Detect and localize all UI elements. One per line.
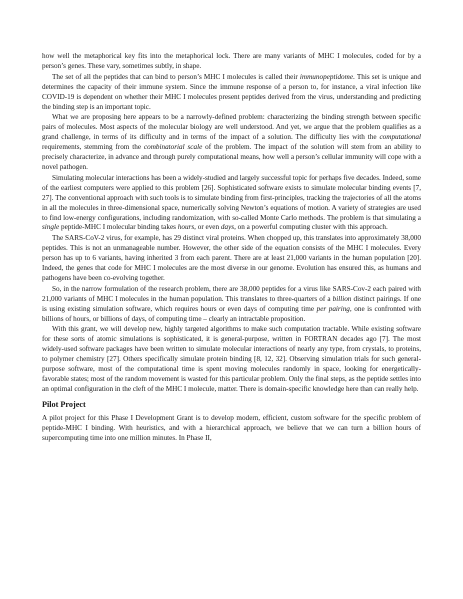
emphasis-text: per pairing xyxy=(316,304,350,313)
section-heading: Pilot Project xyxy=(42,399,86,409)
body-text xyxy=(42,52,421,395)
text-segment: peptide-MHC I molecular binding takes xyxy=(59,223,178,232)
emphasis-text: billion xyxy=(332,294,352,303)
emphasis-text: computational xyxy=(379,133,421,142)
text-segment: distinct pairings. If one is using existing simulation software, which requires hours or even days of computing time xyxy=(42,294,422,313)
text-segment: , or even xyxy=(194,223,221,232)
text-segment: The SARS-CoV-2 virus, for example, has 29 distinct viral proteins. When chopped up, this translates into approximately 38,000 peptides. This is not an unmanageable number. However, the other side of the equation consists of the MHC I molecules. Every person has up to 6 variants, having inherited 3 from each parent. There are at least 21,000 variants in the human population [20]. Indeed, the genes that code for MHC I molecules are the most diverse in our genome. Evolution has ensured this, as humans and pathogens have been co-evolving together. xyxy=(42,234,421,282)
emphasis-text: single xyxy=(42,223,60,232)
text-segment: Simulating molecular interactions has been a widely-studied and largely successful topic for perhaps five decades. Indeed, some of the earliest computers were applied to this problem [26]. Sophisticated software exists to simulate molecular binding events [7, 27]. The conventional approach with such tools is to simulate binding from first-principles, tracking the trajectories of all the atoms in all the molecules in three-dimensional space, numerically solving Newton’s equations of motion. A variety of strategies are used to find low-energy configurations, including randomization, with so-called Monte Carlo methods. The problem is that simulating a xyxy=(42,173,421,222)
paragraph xyxy=(42,73,421,113)
paragraph xyxy=(42,113,421,172)
text-segment: . This set is unique and determines the capacity of their immune system. Since the immune response of a person to, for instance, a viral infection like COVID-19 is dependent on whether their MHC I molecules present peptides derived from the virus, understanding and predicting the binding step is an important topic. xyxy=(42,72,422,111)
text-segment: With this grant, we will develop new, highly targeted algorithms to make such computation tractable. While existing software for these sorts of atomic simulations is sophisticated, it is general-purpose, written in FORTRAN decades ago [7]. The most widely-used software packages have been written to simulate molecular interactions of nearly any type, from crystals, to proteins, to polymer chemistry [27]. Others specifically simulate protein binding [8, 12, 32]. Observing simulation trials for such general-purpose software, most of the computational time is spent moving molecules randomly in space, looking for energetically-favorable states; most of the random movement is wasted for this particular problem. Only the final steps, as the peptide settles into an optimal configuration in the cleft of the MHC I molecule, matter. There is domain-specific knowledge here than can really help. xyxy=(42,325,421,393)
text-segment: , one is confronted with billions of hours, or billions of days, of computing time – clearly an intractable proposition. xyxy=(42,304,421,323)
emphasis-text: hours xyxy=(177,223,195,232)
paragraph xyxy=(42,285,421,325)
text-segment: how well the metaphorical key fits into the metaphorical lock. There are many variants of MHC I molecules, coded for by a person’s genes. These vary, sometimes subtly, in shape. xyxy=(42,52,421,70)
text-segment: requirements, stemming from the xyxy=(42,143,144,152)
emphasis-text: combinatorial scale xyxy=(143,143,203,152)
text-segment: , on a powerful computing cluster with this approach. xyxy=(234,223,388,232)
paragraph xyxy=(42,174,421,233)
text-segment: What we are proposing here appears to be a narrowly-defined problem: characterizing the binding strength between specific pairs of molecules. Most aspects of the molecular biology are well understood. And yet, we argue that the problem qualifies as a grand challenge, in terms of its difficulty and in terms of the impact of a solution. The difficulty lies with the xyxy=(42,113,421,142)
text-segment: of the problem. The impact of the solution will stem from an ability to precisely characterize, in advance and through purely computational means, how well a person’s cellular immunity will cope with a novel pathogen. xyxy=(42,143,421,171)
section-paragraph: A pilot project for this Phase I Development Grant is to develop modern, efficient, custom software for the specific problem of peptide-MHC I binding. With heuristics, and with a hierarchical approach, we believe that we can turn a billion hours of supercomputing time into one million minutes. In Phase II, xyxy=(42,413,421,442)
text-segment: So, in the narrow formulation of the research problem, there are 38,000 peptides for a virus like SARS-Cov-2 each paired with 21,000 variants of MHC I molecules in the human population. This translates to three-quarters of a xyxy=(42,284,421,303)
paragraph xyxy=(42,52,421,72)
emphasis-text: immunopeptidome xyxy=(299,72,354,81)
emphasis-text: days xyxy=(220,223,235,232)
paragraph xyxy=(42,325,421,394)
text-segment: The set of all the peptides that can bind to person’s MHC I molecules is called their xyxy=(52,72,300,81)
paragraph xyxy=(42,234,421,284)
